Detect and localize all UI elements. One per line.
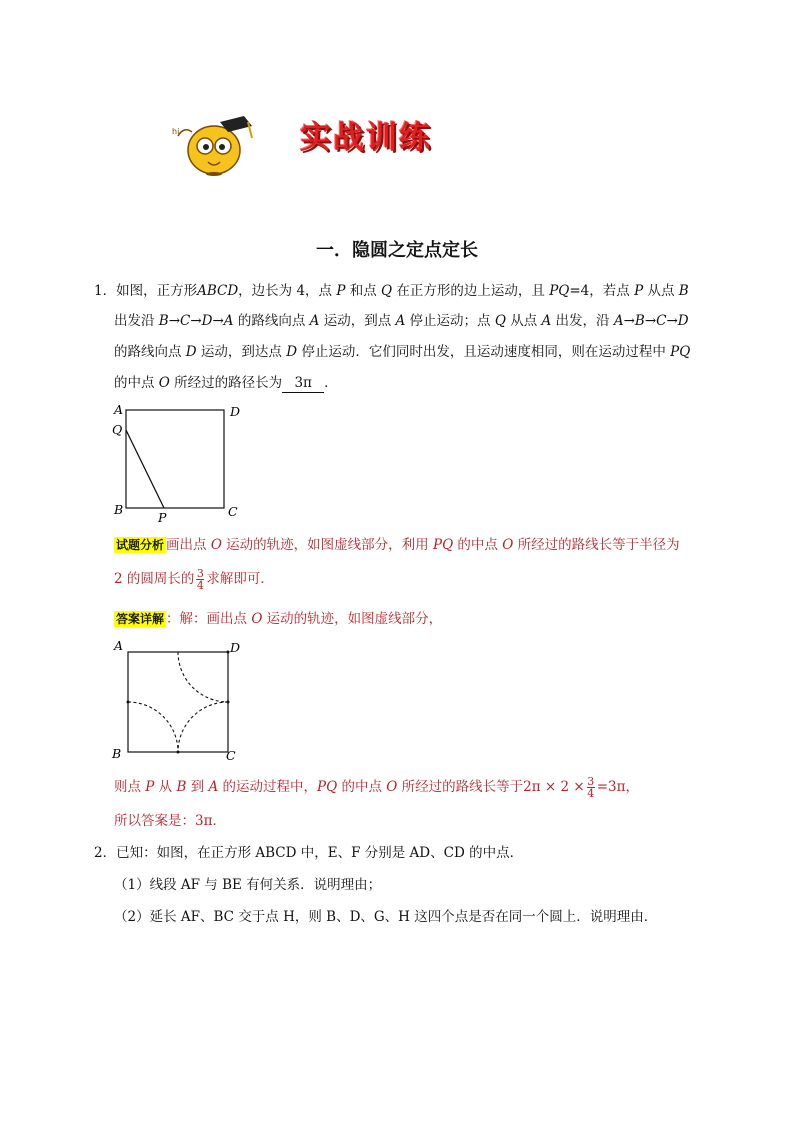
- solution-line3: 所以答案是：3π．: [114, 813, 226, 829]
- solution-line1: 答案详解 ：解：画出点 O 运动的轨迹，如图虚线部分，: [116, 611, 443, 627]
- label-p: P: [158, 510, 167, 525]
- label-b: B: [114, 502, 124, 517]
- analysis-line2: 2 的圆周长的 $\frac{3}{4}$ 求解即可．: [114, 567, 274, 592]
- problem2-line1: 2．已知：如图，在正方形 ABCD 中，E、F 分别是 AD、CD 的中点．: [94, 845, 524, 861]
- banner-title: 实战训练: [300, 120, 432, 156]
- owl-graduate-mascot-icon: [168, 108, 260, 176]
- label-a-2: A: [114, 638, 124, 653]
- problem1-line2: 出发沿 B→C→D→A 的路线向点 A 运动，到点 A 停止运动；点 Q 从点 A 出发，沿 A→B→C→D: [114, 313, 689, 329]
- problem1-line3: 的路线向点 D 运动，到达点 D 停止运动．它们同时出发，且运动速度相同，则在运动过程中 PQ: [114, 344, 691, 360]
- analysis-line1: 试题分析 画出点 O 运动的轨迹，如图虚线部分，利用 PQ 的中点 O 所经过的路线长等于半径为: [116, 537, 680, 553]
- locus-arc-1: [178, 652, 228, 702]
- label-b-2: B: [112, 746, 122, 761]
- figure1-square-diagram: [108, 402, 248, 526]
- label-a: A: [114, 402, 124, 417]
- solution-tag: 答案详解: [116, 612, 165, 626]
- label-d-2: D: [230, 640, 241, 655]
- segment-pq: [126, 430, 164, 508]
- svg-text:hi: hi: [172, 127, 180, 136]
- problem2-item2: （2）延长 AF、BC 交于点 H，则 B、D、G、H 这四个点是否在同一个圆上．说明理由．: [114, 909, 658, 925]
- section-title: 一．隐圆之定点定长: [316, 240, 478, 261]
- problem2-item1: （1）线段 AF 与 BE 有何关系．说明理由；: [114, 877, 382, 893]
- answer-blank: 3π: [282, 374, 324, 393]
- label-c-2: C: [226, 748, 236, 762]
- locus-arc-2: [178, 702, 228, 752]
- fraction-three-quarters-2: $\frac{3}{4}$: [587, 775, 595, 800]
- fraction-three-quarters: $\frac{3}{4}$: [196, 567, 204, 592]
- figure2-square-locus-diagram: [108, 638, 248, 762]
- label-q: Q: [112, 422, 123, 437]
- problem1-line1: 1．如图，正方形ABCD，边长为 4，点 P 和点 Q 在正方形的边上运动，且 PQ=4，若点 P 从点 B: [94, 283, 689, 299]
- label-d: D: [230, 404, 241, 419]
- solution-line2: 则点 P 从 B 到 A 的运动过程中，PQ 的中点 O 所经过的路线长等于2π × 2 × $\frac{3}{4}$ =3π，: [114, 775, 640, 800]
- problem1-line4: 的中点 O 所经过的路径长为 3π ．: [114, 375, 338, 391]
- analysis-tag: 试题分析: [116, 538, 165, 552]
- locus-arc-3: [128, 702, 178, 752]
- label-c: C: [228, 504, 238, 519]
- square-abcd-2: [128, 652, 228, 752]
